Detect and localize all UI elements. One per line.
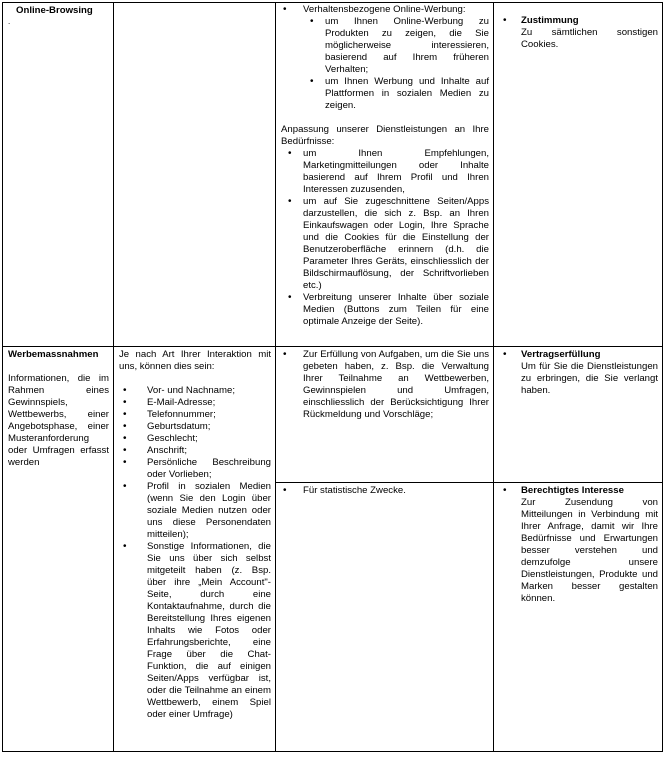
list-item: • Anschrift;	[119, 445, 271, 457]
purpose-cell	[276, 347, 494, 483]
list-item: • Geschlecht;	[119, 433, 271, 445]
data-intro: Je nach Art Ihrer Interaktion mit uns, können dies sein:	[119, 349, 271, 372]
category-note: .	[8, 17, 11, 26]
legal-basis-title: • Vertragserfüllung	[521, 349, 601, 360]
category-title: Werbemassnahmen	[8, 349, 99, 360]
list-item: • um Ihnen Online-Werbung zu Produkten zu zeigen, die Sie möglicherweise interessieren, basierend auf Ihrem früheren Verhalten;	[303, 16, 489, 76]
table-row-werbemassnahmen	[3, 347, 663, 483]
purpose-cell	[276, 483, 494, 752]
list-item: • Zur Erfüllung von Aufgaben, um die Sie uns gebeten haben, z. Bsp. die Verwaltung Ihrer Teilnahme an Wettbewerben, Gewinnspielen und Umfragen, einschliesslich der Berücksichtigung Ihrer Rückmeldung und Vorschläge;	[281, 349, 489, 421]
category-title: Online-Browsing	[16, 5, 93, 16]
table-row-online-browsing	[3, 3, 663, 347]
data-cell	[114, 3, 276, 347]
purpose-list	[281, 485, 489, 497]
list-item: • Vor- und Nachname;	[119, 385, 271, 397]
purpose-intro: Anpassung unserer Dienstleistungen an Ihre Bedürfnisse:	[281, 124, 489, 147]
purpose-list	[281, 4, 489, 112]
list-item: • Geburtsdatum;	[119, 421, 271, 433]
legal-basis-text: Um für Sie die Dienstleistungen zu erbringen, die Sie verlangt haben.	[521, 361, 658, 396]
legal-basis-title: • Zustimmung	[521, 15, 579, 26]
legal-basis-cell	[494, 3, 663, 347]
legal-basis-cell	[494, 483, 663, 752]
category-note: Informationen, die im Rahmen eines Gewinnspiels, Wettbewerbs, einer Angebotsphase, einer Musteranforderung oder Umfragen erfasst werden	[8, 373, 109, 468]
data-list	[119, 385, 271, 721]
data-processing-table	[2, 2, 663, 752]
list-item	[281, 4, 489, 112]
purpose-cell	[276, 3, 494, 347]
purpose-list	[281, 349, 489, 421]
legal-basis-cell	[494, 347, 663, 483]
list-item: • E-Mail-Adresse;	[119, 397, 271, 409]
purpose-sublist	[281, 148, 489, 328]
purpose-intro: Verhaltensbezogene Online-Werbung:	[303, 4, 466, 15]
data-cell	[114, 347, 276, 752]
list-item: • um Ihnen Empfehlungen, Marketingmitteilungen oder Inhalte basierend auf Ihrem Profil und Ihren Interessen zuzusenden,	[281, 148, 489, 196]
legal-basis-text: Zur Zusendung von Mitteilungen in Verbindung mit Ihrer Anfrage, damit wir Ihre Bedürfnisse und Erwartungen besser verstehen und demzufolge unsere Dienstleistungen, Produkte und Marken besser gestalten können.	[521, 497, 658, 604]
purpose-sublist	[303, 16, 489, 112]
legal-basis	[499, 485, 658, 605]
list-item: • Telefonnummer;	[119, 409, 271, 421]
list-item: • Verbreitung unserer Inhalte über soziale Medien (Buttons zum Teilen für eine optimale Anzeige der Seite).	[281, 292, 489, 328]
legal-basis	[499, 349, 658, 397]
list-item: • um Ihnen Werbung und Inhalte auf Plattformen in sozialen Medien zu zeigen.	[303, 76, 489, 112]
legal-basis-title: • Berechtigtes Interesse	[521, 485, 624, 496]
category-cell	[3, 3, 114, 347]
list-item: • um auf Sie zugeschnittene Seiten/Apps darzustellen, die sich z. Bsp. an Ihren Einkaufswagen oder Login, Ihre Sprache und die Cookies für die Einstellung der Benutzeroberfläche erinnern (d.h. die Parameter Ihres Geräts, einschliesslich der Bildschirmauflösung, der Schriftvorlieben etc.)	[281, 196, 489, 292]
list-item: • Sonstige Informationen, die Sie uns über sich selbst mitgeteilt haben (z. Bsp. über ihre „Mein Account"-Seite, durch eine Kontaktaufnahme, durch die Bereitstellung Ihres eigenen Inhalts wie Fotos oder Erfahrungsberichte, eine Frage über die Chat-Funktion, die auf einigen Seiten/Apps verfügbar ist, oder die Teilnahme an einem Wettbewerb, einem Spiel oder einer Umfrage)	[119, 541, 271, 721]
list-item: • Für statistische Zwecke.	[281, 485, 489, 497]
list-item: • Persönliche Beschreibung oder Vorlieben;	[119, 457, 271, 481]
legal-basis-text: Zu sämtlichen sonstigen Cookies.	[521, 27, 658, 50]
category-cell	[3, 347, 114, 752]
legal-basis	[499, 15, 658, 51]
list-item: • Profil in sozialen Medien (wenn Sie den Login über soziale Medien nutzen oder uns diese Personendaten mitteilen);	[119, 481, 271, 541]
